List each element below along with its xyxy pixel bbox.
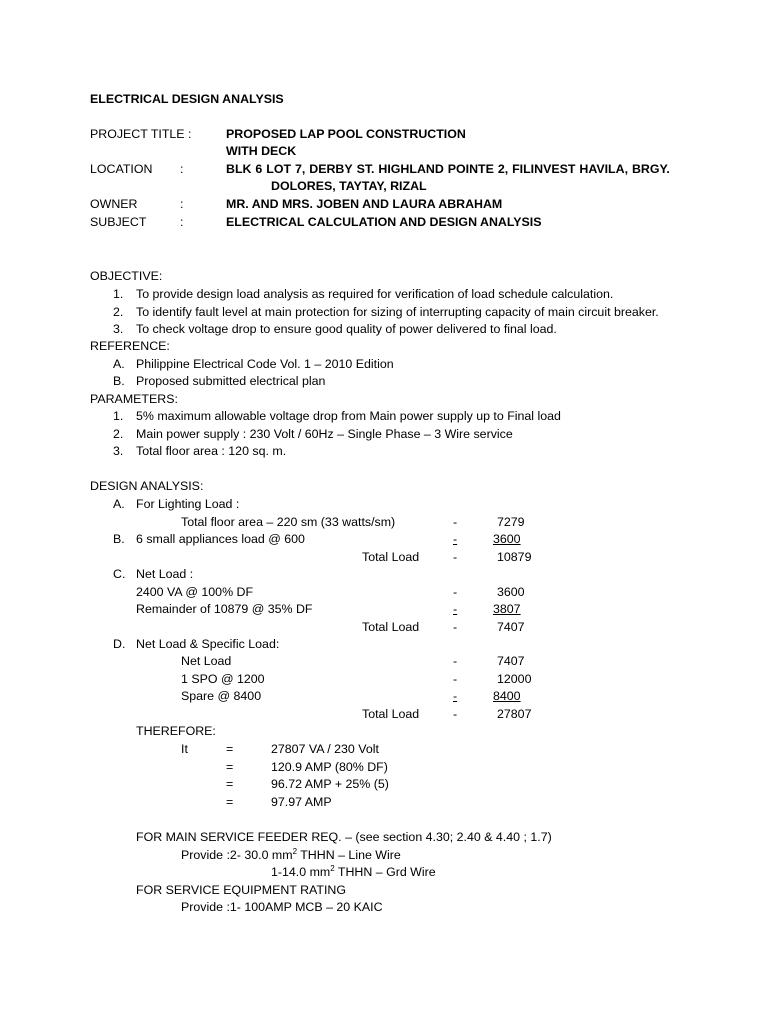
equals-sign: =	[226, 760, 234, 774]
owner-colon: :	[180, 197, 184, 211]
feeder-line-text: THHN – Grd Wire	[334, 865, 436, 879]
total-load-dash: -	[453, 620, 458, 634]
parameter-item: Total floor area : 120 sq. m.	[136, 444, 287, 458]
load-row-label: Remainder of 10879 @ 35% DF	[136, 602, 313, 616]
equals-sign: =	[226, 795, 234, 809]
list-marker: 2.	[113, 427, 124, 441]
equals-sign: =	[226, 777, 234, 791]
location-label: LOCATION	[90, 162, 153, 176]
load-row-value: 8400	[493, 689, 521, 703]
objective-heading: OBJECTIVE:	[90, 269, 163, 283]
load-row-dash: -	[453, 515, 458, 529]
feeder-line-wire	[181, 847, 401, 865]
total-load-label: Total Load	[362, 707, 420, 721]
calc-line: 97.97 AMP	[271, 795, 332, 809]
total-load-label: Total Load	[362, 620, 420, 634]
reference-heading: REFERENCE:	[90, 339, 170, 353]
objective-item: To provide design load analysis as required for verification of load schedule calculation.	[136, 287, 614, 301]
equipment-heading: FOR SERVICE EQUIPMENT RATING	[136, 883, 346, 897]
location-word: 2,	[497, 162, 509, 176]
project-title-line2: WITH DECK	[226, 144, 297, 158]
net-load-title: Net Load :	[136, 567, 194, 581]
total-load-dash: -	[453, 707, 458, 721]
feeder-heading: FOR MAIN SERVICE FEEDER REQ. – (see section 4.30; 2.40 & 4.40 ; 1.7)	[136, 830, 552, 844]
subject-colon: :	[180, 215, 184, 229]
calc-line: 120.9 AMP (80% DF)	[271, 760, 388, 774]
specific-load-title: Net Load & Specific Load:	[136, 637, 280, 651]
list-marker: B.	[113, 532, 125, 546]
reference-item: Proposed submitted electrical plan	[136, 374, 326, 388]
location-word: 7,	[294, 162, 306, 176]
equipment-line: Provide :1- 100AMP MCB – 20 KAIC	[181, 900, 383, 914]
load-row-dash: -	[453, 602, 458, 616]
load-row-label: Net Load	[181, 654, 232, 668]
design-analysis-heading: DESIGN ANALYSIS:	[90, 479, 204, 493]
subject-value: ELECTRICAL CALCULATION AND DESIGN ANALYSIS	[226, 215, 542, 229]
list-marker: A.	[113, 497, 125, 511]
current-symbol: It	[181, 742, 188, 756]
location-word: 6	[255, 162, 263, 176]
list-marker: 3.	[113, 444, 124, 458]
location-word: BRGY.	[631, 162, 670, 176]
load-row-dash: -	[453, 672, 458, 686]
location-word: POINTE	[447, 162, 494, 176]
total-load-dash: -	[453, 550, 458, 564]
reference-item: Philippine Electrical Code Vol. 1 – 2010 Edition	[136, 357, 394, 371]
therefore-heading: THEREFORE:	[136, 724, 216, 738]
load-row-label: 6 small appliances load @ 600	[136, 532, 305, 546]
location-word: HAVILA,	[579, 162, 629, 176]
location-word: ST.	[356, 162, 375, 176]
list-marker: 3.	[113, 322, 124, 336]
lighting-load-title: For Lighting Load :	[136, 497, 240, 511]
load-row-value: 3807	[493, 602, 521, 616]
load-row-dash: -	[453, 654, 458, 668]
load-row-dash: -	[453, 532, 458, 546]
parameter-item: Main power supply : 230 Volt / 60Hz – Single Phase – 3 Wire service	[136, 427, 513, 441]
location-line2: DOLORES, TAYTAY, RIZAL	[271, 179, 427, 193]
load-row-label: 1 SPO @ 1200	[181, 672, 265, 686]
total-load-value: 7407	[497, 620, 525, 634]
calc-line: 27807 VA / 230 Volt	[271, 742, 379, 756]
load-row-label: Spare @ 8400	[181, 689, 262, 703]
list-marker: B.	[113, 374, 125, 388]
project-title-line1: PROPOSED LAP POOL CONSTRUCTION	[226, 127, 466, 141]
list-marker: D.	[113, 637, 126, 651]
location-colon: :	[180, 162, 184, 176]
document-title: ELECTRICAL DESIGN ANALYSIS	[90, 92, 284, 106]
parameter-item: 5% maximum allowable voltage drop from Main power supply up to Final load	[136, 409, 561, 423]
location-word: FILINVEST	[512, 162, 576, 176]
load-row-value: 3600	[497, 585, 525, 599]
load-row-label: 2400 VA @ 100% DF	[136, 585, 254, 599]
location-word: LOT	[266, 162, 292, 176]
owner-label: OWNER	[90, 197, 138, 211]
feeder-ground-wire	[271, 864, 436, 882]
load-row-value: 12000	[497, 672, 532, 686]
feeder-line-text: THHN – Line Wire	[297, 848, 401, 862]
total-load-value: 27807	[497, 707, 532, 721]
list-marker: C.	[113, 567, 126, 581]
location-word: HIGHLAND	[378, 162, 444, 176]
project-title-label: PROJECT TITLE :	[90, 127, 192, 141]
location-line1	[226, 161, 670, 179]
superscript: 2	[330, 863, 335, 873]
list-marker: 2.	[113, 305, 124, 319]
owner-value: MR. AND MRS. JOBEN AND LAURA ABRAHAM	[226, 197, 503, 211]
load-row-value: 3600	[493, 532, 521, 546]
location-word: BLK	[226, 162, 252, 176]
equals-sign: =	[226, 742, 234, 756]
calc-line: 96.72 AMP + 25% (5)	[271, 777, 389, 791]
objective-item: To check voltage drop to ensure good quality of power delivered to final load.	[136, 322, 557, 336]
list-marker: 1.	[113, 287, 124, 301]
parameters-heading: PARAMETERS:	[90, 392, 178, 406]
total-load-value: 10879	[497, 550, 532, 564]
load-row-dash: -	[453, 689, 458, 703]
subject-label: SUBJECT	[90, 215, 147, 229]
objective-item: To identify fault level at main protection for sizing of interrupting capacity of main circuit breaker.	[136, 305, 659, 319]
load-row-dash: -	[453, 585, 458, 599]
location-word: DERBY	[309, 162, 353, 176]
feeder-line-text: Provide :2- 30.0 mm	[181, 848, 293, 862]
load-row-value: 7407	[497, 654, 525, 668]
load-row-label: Total floor area – 220 sm (33 watts/sm)	[181, 515, 396, 529]
list-marker: 1.	[113, 409, 124, 423]
total-load-label: Total Load	[362, 550, 420, 564]
list-marker: A.	[113, 357, 125, 371]
load-row-value: 7279	[497, 515, 525, 529]
feeder-line-text: 1-14.0 mm	[271, 865, 331, 879]
superscript: 2	[292, 846, 298, 856]
